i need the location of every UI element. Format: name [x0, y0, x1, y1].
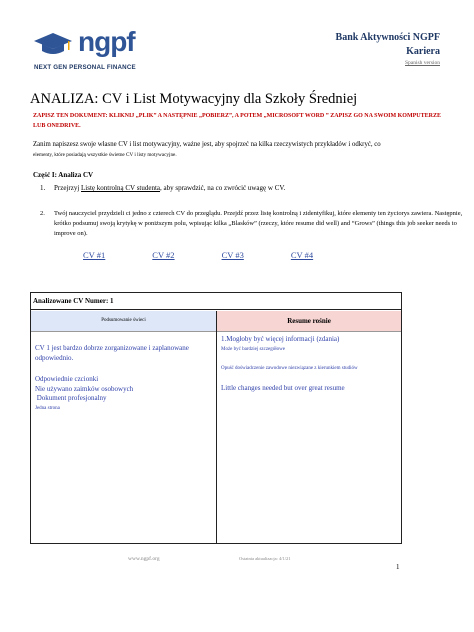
- intro-text-small: elementy, które posiadają wszystkie świetne CV i listy motywacyjne.: [33, 152, 177, 158]
- grow-item: Little changes needed but over great resume: [221, 383, 345, 392]
- cv-links: [83, 250, 327, 260]
- glows-column: [31, 311, 217, 543]
- page-title: ANALIZA: CV i List Motywacyjny dla Szkoły Średniej: [30, 91, 358, 107]
- grow-item: Może być bardziej szczegółowe: [221, 346, 285, 352]
- ngpf-logo: [34, 28, 144, 74]
- section-name: Kariera: [406, 46, 440, 57]
- list-text: , aby sprawdzić, na co zwrócić uwagę w CV.: [160, 184, 286, 192]
- logo-subtitle: NEXT GEN PERSONAL FINANCE: [34, 64, 136, 71]
- cv-link-4[interactable]: CV #4: [290, 250, 314, 260]
- footer-updated: Ostatnia aktualizacja: 4/1/21: [239, 556, 291, 561]
- grows-cell[interactable]: [217, 332, 401, 393]
- list-number: 2.: [40, 210, 45, 217]
- spanish-version-link[interactable]: Spanish version: [405, 60, 440, 66]
- section-heading: Część I: Analiza CV: [33, 171, 94, 179]
- graduation-cap-icon: [34, 33, 72, 55]
- logo-text: ngpf: [78, 26, 135, 57]
- glow-item: CV 1 jest bardzo dobrze zorganizowane i zaplanowane odpowiednio.: [35, 344, 189, 362]
- grow-item: Opuść doświadczenie zawodowe niezwiązane z kierunkiem studiów: [221, 366, 358, 371]
- table-heading: Analizowane CV Numer: 1: [31, 293, 401, 310]
- glows-header: Podsumowanie świeci: [31, 311, 216, 332]
- save-warning: ZAPISZ TEN DOKUMENT: KLIKNIJ „PLIK” A NASTĘPNIE „POBIERZ”, A POTEM „MICROSOFT WORD ” ZAPISZ GO NA SWOIM KOMPUTERZE LUB ONEDRIVE.: [33, 113, 441, 129]
- list-text: Twój nauczyciel przydzieli ci jedno z czterech CV do przeglądu. Przejdź przez listę kontrolną i zidentyfikuj, które elementy ten życiorys zawiera. Następnie, krótko podsumuj swoją krytykę w poniższym polu, wpisując kilka „Blasków” (rzeczy, które resume did well) and “Grows” (things this job seeker needs to improve on).: [54, 210, 463, 237]
- list-text: Przejrzyj: [54, 184, 80, 192]
- intro-text: Zanim napiszesz swoje własne CV i list motywacyjny, ważne jest, aby spojrzeć na kilka rzeczywistych przykładów i odkryć, co: [33, 141, 381, 148]
- grow-item: 1.Mogłoby być więcej informacji (zdania): [221, 335, 340, 343]
- grows-column: [217, 311, 401, 543]
- glow-item: Odpowiednie czcionki: [35, 375, 99, 383]
- header-right: [336, 31, 440, 67]
- list-item: [40, 209, 470, 239]
- page-number: 1: [396, 563, 400, 571]
- instructions-list: [40, 183, 470, 239]
- glow-item: Jedna strona: [35, 405, 60, 411]
- analysis-table: [30, 292, 402, 544]
- intro-paragraph: [33, 140, 453, 160]
- cv-link-3[interactable]: CV #3: [221, 250, 244, 260]
- checklist-link[interactable]: Listę kontrolną CV studenta: [81, 184, 161, 192]
- glow-item: Dokument profesjonalny: [35, 394, 107, 402]
- list-number: 1.: [40, 184, 46, 192]
- glows-cell[interactable]: [31, 332, 216, 413]
- grows-header: Resume rośnie: [217, 311, 401, 332]
- glow-item: Nie używano zaimków osobowych: [35, 384, 134, 393]
- footer-site: www.ngpf.org: [128, 556, 160, 562]
- list-item: [40, 183, 470, 193]
- cv-link-2[interactable]: CV #2: [152, 250, 175, 260]
- org-name: Bank Aktywności NGPF: [335, 32, 440, 43]
- cv-link-1[interactable]: CV #1: [83, 250, 106, 260]
